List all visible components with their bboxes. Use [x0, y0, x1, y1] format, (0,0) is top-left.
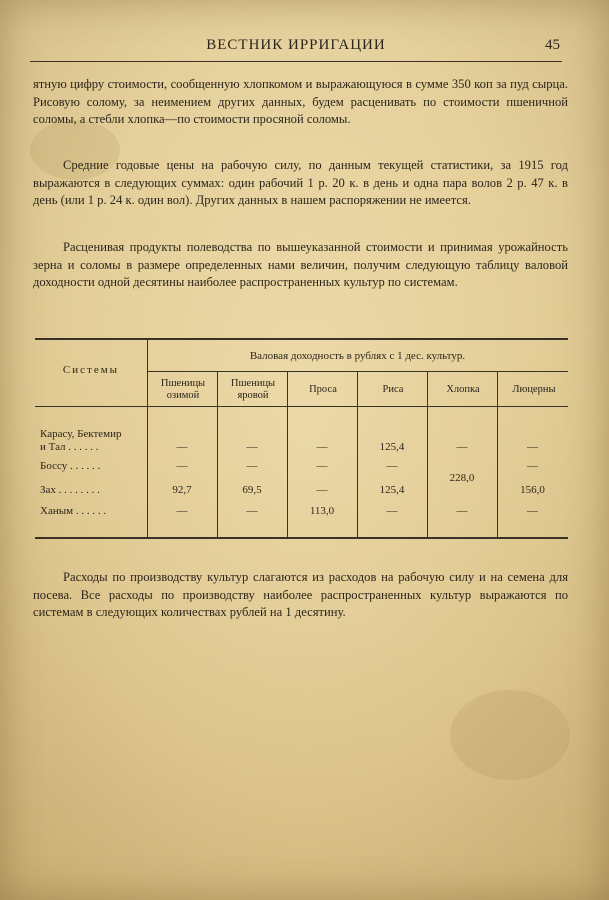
table-cell: —: [176, 441, 188, 453]
gross-income-table: [35, 338, 568, 538]
row-label-khanym: Ханым . . . . . .: [40, 505, 107, 517]
table-cell: —: [386, 505, 398, 517]
table-cell: 92,7: [172, 484, 192, 496]
paper-stain: [450, 690, 570, 780]
table-cell: 113,0: [309, 505, 335, 517]
table-cell: —: [246, 460, 258, 472]
table-cell: —: [527, 460, 538, 472]
table-cell: —: [316, 484, 328, 496]
column-header-spring-wheat: Пшеницы яровой: [230, 378, 276, 401]
column-header-alfalfa: Люцерны: [512, 384, 556, 395]
table-cell: —: [176, 505, 188, 517]
paragraph-4: Расходы по производству культур слагаются из расходов на рабочую силу и на семена для посева. Все расходы по производству наиболее распространенных культур выражаются по системам в следующих количествах рублей на 1 десятину.: [33, 570, 568, 619]
table-cell: 125,4: [379, 484, 405, 496]
paragraph-1: ятную цифру стоимости, сообщенную хлопкомом и выражающуюся в сумме 350 коп за пуд сырца. Рисовую солому, за неимением других данных, будем расценивать по стоимости пшеничной соломы, а стебли хлопка—по стоимости просяной соломы.: [33, 77, 568, 126]
journal-title: ВЕСТНИК ИРРИГАЦИИ: [206, 37, 386, 53]
paragraph-3: Расценивая продукты полеводства по вышеуказанной стоимости и принимая урожайность зерна и соломы в размере определенных нами величин, получим следующую таблицу валовой доходности одной десятины наиболее распространенных культур по системам.: [33, 240, 568, 289]
table-cell: —: [176, 460, 188, 472]
table-cell: —: [316, 460, 328, 472]
gross-income-header: Валовая доходность в рублях с 1 дес. культур.: [249, 350, 466, 362]
table-cell: —: [246, 441, 258, 453]
table-cell: —: [316, 441, 328, 453]
page-number: 45: [545, 37, 560, 53]
table-cell: —: [456, 505, 468, 517]
table-cell: —: [386, 460, 398, 472]
column-header-winter-wheat: Пшеницы озимой: [160, 378, 206, 401]
systems-header: Системы: [62, 364, 120, 376]
table-cell: 156,0: [520, 484, 545, 496]
running-header: [30, 37, 562, 62]
table-cell: 125,4: [379, 441, 405, 453]
table-cell-merged-cotton: 228,0: [449, 472, 475, 484]
column-header-cotton: Хлопка: [446, 384, 480, 395]
column-header-rule: [35, 406, 568, 407]
table-bottom-rule: [35, 537, 568, 539]
row-label-bossu: Боссу . . . . . .: [40, 460, 101, 472]
table-cell: —: [246, 505, 258, 517]
table-cell: 69,5: [242, 484, 262, 496]
column-header-rice: Риса: [382, 384, 404, 395]
table-cell: —: [527, 505, 538, 517]
row-label-zakh: Зах . . . . . . . .: [40, 484, 100, 496]
table-cell: —: [456, 441, 468, 453]
column-header-millet: Проса: [309, 384, 337, 395]
row-label-karasu: Карасу, Бектемир: [40, 428, 122, 440]
paragraph-2: Средние годовые цены на рабочую силу, по данным текущей статистики, за 1915 год выражаются в следующих суммах: один рабочий 1 р. 20 к. в день и одна пара волов 2 р. 47 к. в день (или 1 р. 24 к. один вол). Других данных в нашем распоряжении не имеется.: [33, 158, 568, 207]
table-cell: —: [527, 441, 538, 453]
row-label-karasu-cont: и Тал . . . . . .: [40, 441, 99, 453]
table-top-rule: [35, 338, 568, 340]
